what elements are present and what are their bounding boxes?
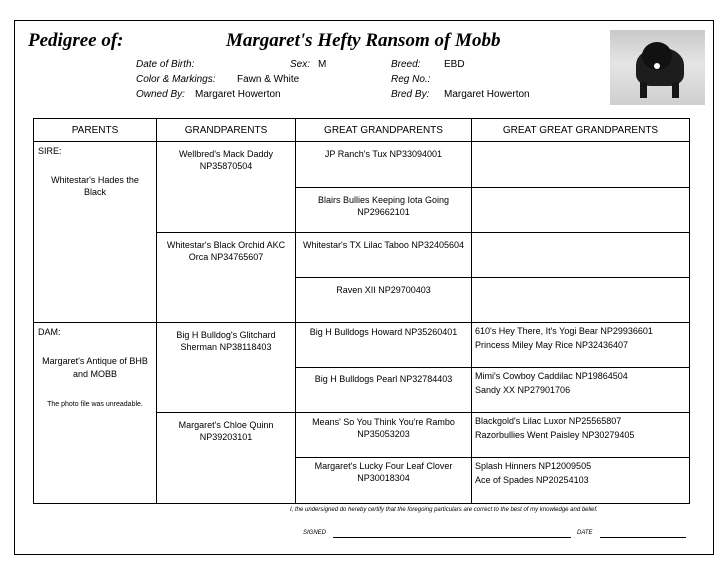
dog-tongue-shape	[654, 63, 660, 69]
great-grandparent-cell	[296, 278, 472, 323]
signed-label: SIGNED	[303, 530, 327, 536]
certification-text: I, the undersigned do hereby certify that the foregoing particulars are correct to the best of my knowledge and belief.	[290, 507, 598, 513]
sire-name: Whitestar's Hades the Black	[51, 175, 139, 197]
sire-label: SIRE:	[38, 146, 62, 156]
ggg-entry: Mimi's Cowboy Caddilac NP19864504	[475, 371, 628, 381]
dam-name: Margaret's Antique of BHB and MOBB	[42, 356, 148, 379]
great-great-grandparent-cell	[472, 458, 690, 504]
great-great-grandparent-cell	[472, 323, 690, 368]
photo-unreadable-note: The photo file was unreadable.	[47, 401, 143, 408]
great-grandparent-name: Big H Bulldogs Howard NP35260401	[309, 327, 458, 337]
bred-label: Bred By:	[391, 89, 430, 100]
great-grandparent-name: Margaret's Lucky Four Leaf Clover NP30018304	[314, 461, 453, 483]
sire-cell	[34, 142, 157, 323]
great-grandparent-name: Raven XII NP29700403	[336, 285, 431, 295]
owned-label: Owned By:	[136, 89, 185, 100]
signature-line[interactable]	[333, 537, 571, 538]
sex-label: Sex:	[290, 59, 311, 70]
color-value: Fawn & White	[237, 74, 300, 85]
dam-cell	[34, 323, 157, 504]
grandparent-cell	[157, 233, 296, 323]
great-grandparent-name: Blairs Bullies Keeping Iota Going NP29662101	[317, 195, 450, 217]
grandparent-cell	[157, 413, 296, 504]
great-grandparent-cell	[296, 142, 472, 188]
dog-name-title: Margaret's Hefty Ransom of Mobb	[226, 30, 501, 51]
great-great-grandparent-cell	[472, 368, 690, 413]
sex-value: M	[318, 59, 327, 70]
header-great-grandparents: GREAT GRANDPARENTS	[296, 119, 472, 142]
bred-value: Margaret Howerton	[444, 89, 530, 100]
pedigree-label: Pedigree of:	[28, 30, 124, 51]
pedigree-table	[33, 118, 690, 504]
dog-leg-shape	[672, 82, 679, 98]
great-grandparent-cell	[296, 368, 472, 413]
date-line[interactable]	[600, 537, 686, 538]
ggg-entry: Splash Hinners NP12009505	[475, 461, 592, 471]
bulldog-photo	[610, 30, 705, 105]
breed-label: Breed:	[391, 59, 421, 70]
great-grandparent-name: JP Ranch's Tux NP33094001	[324, 149, 443, 159]
grandparent-name: Whitestar's Black Orchid AKC Orca NP34765607	[166, 240, 286, 262]
great-great-grandparent-cell	[472, 278, 690, 323]
great-grandparent-name: Means' So You Think You're Rambo NP35053203	[312, 417, 455, 439]
ggg-entry: Ace of Spades NP20254103	[475, 475, 589, 485]
grandparent-cell	[157, 142, 296, 233]
great-great-grandparent-cell	[472, 413, 690, 458]
dog-leg-shape	[640, 82, 647, 98]
great-great-grandparent-cell	[472, 142, 690, 188]
grandparent-name: Wellbred's Mack Daddy NP35870504	[178, 149, 274, 171]
grandparent-cell	[157, 323, 296, 413]
great-grandparent-cell	[296, 458, 472, 504]
ggg-entry: Blackgold's Lilac Luxor NP25565807	[475, 416, 622, 426]
header-great-great-grandparents: GREAT GREAT GRANDPARENTS	[472, 119, 690, 142]
great-grandparent-cell	[296, 188, 472, 233]
breed-value: EBD	[444, 59, 465, 70]
great-grandparent-cell	[296, 233, 472, 278]
owned-value: Margaret Howerton	[195, 89, 281, 100]
grandparent-name: Margaret's Chloe Quinn NP39203101	[178, 420, 274, 442]
date-label: DATE	[577, 530, 593, 536]
great-great-grandparent-cell	[472, 188, 690, 233]
grandparent-name: Big H Bulldog's Glitchard Sherman NP38118403	[176, 330, 276, 352]
dam-label: DAM:	[38, 327, 61, 337]
ggg-entry: Sandy XX NP27901706	[475, 385, 571, 395]
ggg-entry: 610's Hey There, It's Yogi Bear NP29936601	[475, 326, 653, 336]
ggg-entry: Princess Miley May Rice NP32436407	[475, 340, 629, 350]
reg-label: Reg No.:	[391, 74, 431, 85]
great-grandparent-cell	[296, 323, 472, 368]
color-label: Color & Markings:	[136, 74, 216, 85]
ggg-entry: Razorbullies Went Paisley NP30279405	[475, 430, 635, 440]
great-grandparent-name: Big H Bulldogs Pearl NP32784403	[314, 374, 453, 384]
great-grandparent-cell	[296, 413, 472, 458]
header-grandparents: GRANDPARENTS	[157, 119, 296, 142]
great-great-grandparent-cell	[472, 233, 690, 278]
great-grandparent-name: Whitestar's TX Lilac Taboo NP32405604	[303, 240, 464, 250]
dob-label: Date of Birth:	[136, 59, 195, 70]
header-parents: PARENTS	[34, 119, 157, 142]
